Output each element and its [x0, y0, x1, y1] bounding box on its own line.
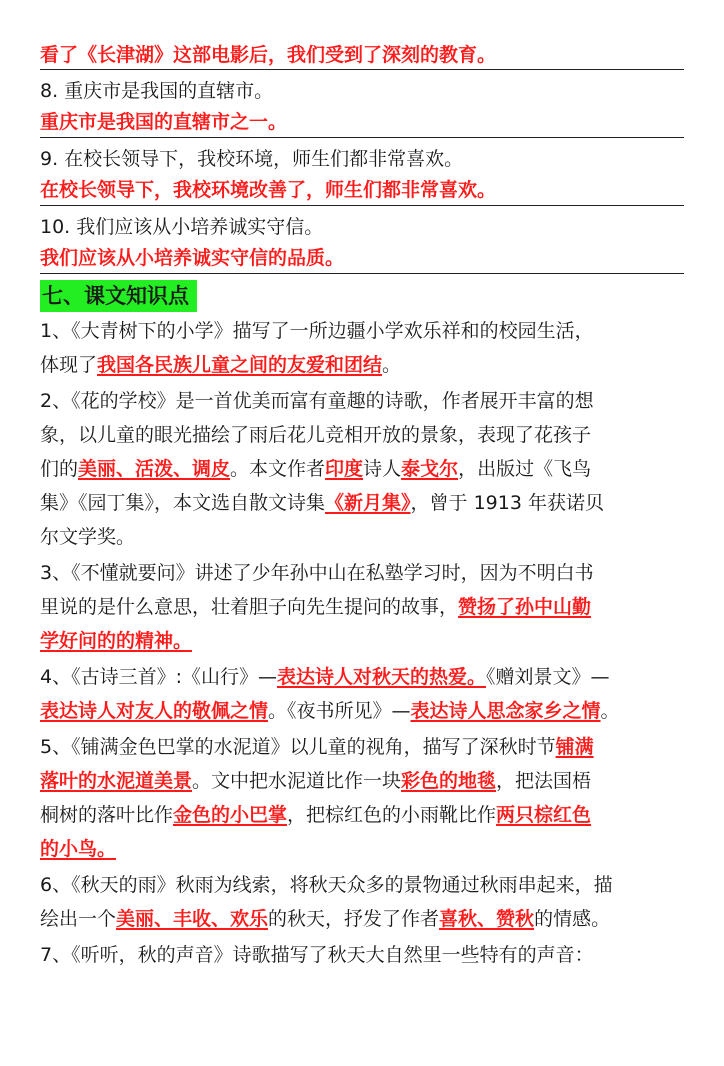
point-line	[40, 556, 684, 590]
point-text: 集》《园丁集》，本文选自散文诗集	[40, 492, 326, 514]
knowledge-point	[40, 868, 684, 936]
section-title: 七、课文知识点	[40, 280, 197, 312]
key-phrase: 两只棕红色	[496, 804, 592, 826]
point-line	[40, 660, 684, 694]
point-text: 3、《不懂就要问》讲述了少年孙中山在私塾学习时，因为不明白书	[40, 562, 594, 584]
sentence-question: 8. 重庆市是我国的直辖市。	[40, 80, 274, 102]
knowledge-point	[40, 314, 684, 382]
point-text: ，曾于 1913 年获诺贝	[410, 492, 604, 514]
point-line	[40, 624, 684, 658]
section-heading	[40, 274, 684, 312]
knowledge-point	[40, 384, 684, 554]
knowledge-point	[40, 730, 684, 866]
point-line	[40, 314, 684, 348]
knowledge-point	[40, 938, 684, 972]
point-text: 4、《古诗三首》:《山行》—	[40, 666, 277, 688]
point-text: 。本文作者	[230, 458, 326, 480]
point-text: 2、《花的学校》是一首优美而富有童趣的诗歌，作者展开丰富的想	[40, 390, 594, 412]
point-text: 7、《听听，秋的声音》诗歌描写了秋天大自然里一些特有的声音：	[40, 944, 594, 966]
key-phrase: 学好问的的精神。	[40, 630, 193, 652]
key-phrase: 表达诗人思念家乡之情	[410, 700, 601, 722]
point-text: 绘出一个	[40, 908, 117, 930]
key-phrase: 泰戈尔	[401, 458, 459, 480]
knowledge-point	[40, 660, 684, 728]
point-text: 桐树的落叶比作	[40, 804, 174, 826]
point-text: ，出版过《飞鸟	[458, 458, 592, 480]
key-phrase: 落叶的水泥道美景	[40, 770, 193, 792]
point-line	[40, 868, 684, 902]
key-phrase: 金色的小巴掌	[173, 804, 288, 826]
sentence-question: 9. 在校长领导下，我校环境，师生们都非常喜欢。	[40, 148, 464, 170]
point-text: 。	[600, 700, 620, 722]
key-phrase: 美丽、丰收、欢乐	[116, 908, 269, 930]
point-line	[40, 486, 684, 520]
point-text: 的秋天，抒发了作者	[268, 908, 440, 930]
point-text: 们的	[40, 458, 79, 480]
point-line	[40, 694, 684, 728]
point-text: 尔文学奖。	[40, 526, 136, 548]
sentence-answer: 在校长领导下，我校环境改善了，师生们都非常喜欢。	[40, 175, 684, 206]
point-line	[40, 520, 684, 554]
sentence-answer: 我们应该从小培养诚实守信的品质。	[40, 243, 684, 274]
key-phrase: 彩色的地毯	[401, 770, 497, 792]
point-line	[40, 764, 684, 798]
point-text: 体现了	[40, 354, 98, 376]
key-phrase: 喜秋、赞秋	[439, 908, 535, 930]
key-phrase: 表达诗人对友人的敬佩之情	[40, 700, 269, 722]
knowledge-points	[40, 314, 684, 972]
point-text: 6、《秋天的雨》秋雨为线索，将秋天众多的景物通过秋雨串起来，描	[40, 874, 613, 896]
point-line	[40, 590, 684, 624]
sentence-answer: 重庆市是我国的直辖市之一。	[40, 107, 684, 138]
point-text: 象，以儿童的眼光描绘了雨后花儿竞相开放的景象，表现了花孩子	[40, 424, 592, 446]
point-line	[40, 730, 684, 764]
point-line	[40, 348, 684, 382]
point-line	[40, 452, 684, 486]
point-line	[40, 938, 684, 972]
point-text: ，把棕红色的小雨靴比作	[287, 804, 497, 826]
point-line	[40, 902, 684, 936]
key-phrase: 美丽、活泼、调皮	[78, 458, 231, 480]
key-phrase: 印度	[325, 458, 364, 480]
point-text: 1、《大青树下的小学》描写了一所边疆小学欢乐祥和的校园生活，	[40, 320, 594, 342]
document-page	[0, 42, 724, 1066]
point-text: 《赠刘景文》—	[486, 666, 610, 688]
point-text: 。	[382, 354, 402, 376]
point-line	[40, 418, 684, 452]
knowledge-point	[40, 556, 684, 658]
sentence-corrections	[40, 42, 684, 274]
point-text: 里说的是什么意思，壮着胆子向先生提问的故事，	[40, 596, 459, 618]
point-text: 。文中把水泥道比作一块	[192, 770, 402, 792]
key-phrase: 《新月集》	[325, 492, 411, 514]
point-text: 5、《铺满金色巴掌的水泥道》以儿童的视角，描写了深秋时节	[40, 736, 556, 758]
sentence-question: 10. 我们应该从小培养诚实守信。	[40, 216, 324, 238]
point-text: 诗人	[363, 458, 402, 480]
key-phrase: 铺满	[555, 736, 594, 758]
point-line	[40, 832, 684, 866]
key-phrase: 我国各民族儿童之间的友爱和团结	[97, 354, 383, 376]
sentence-answer: 看了《长津湖》这部电影后，我们受到了深刻的教育。	[40, 42, 684, 70]
key-phrase: 的小鸟。	[40, 838, 117, 860]
point-text: ，把法国梧	[496, 770, 592, 792]
key-phrase: 表达诗人对秋天的热爱。	[277, 666, 487, 688]
point-text: 的情感。	[534, 908, 611, 930]
point-text: 。《夜书所见》—	[268, 700, 411, 722]
key-phrase: 赞扬了孙中山勤	[458, 596, 592, 618]
point-line	[40, 798, 684, 832]
point-line	[40, 384, 684, 418]
